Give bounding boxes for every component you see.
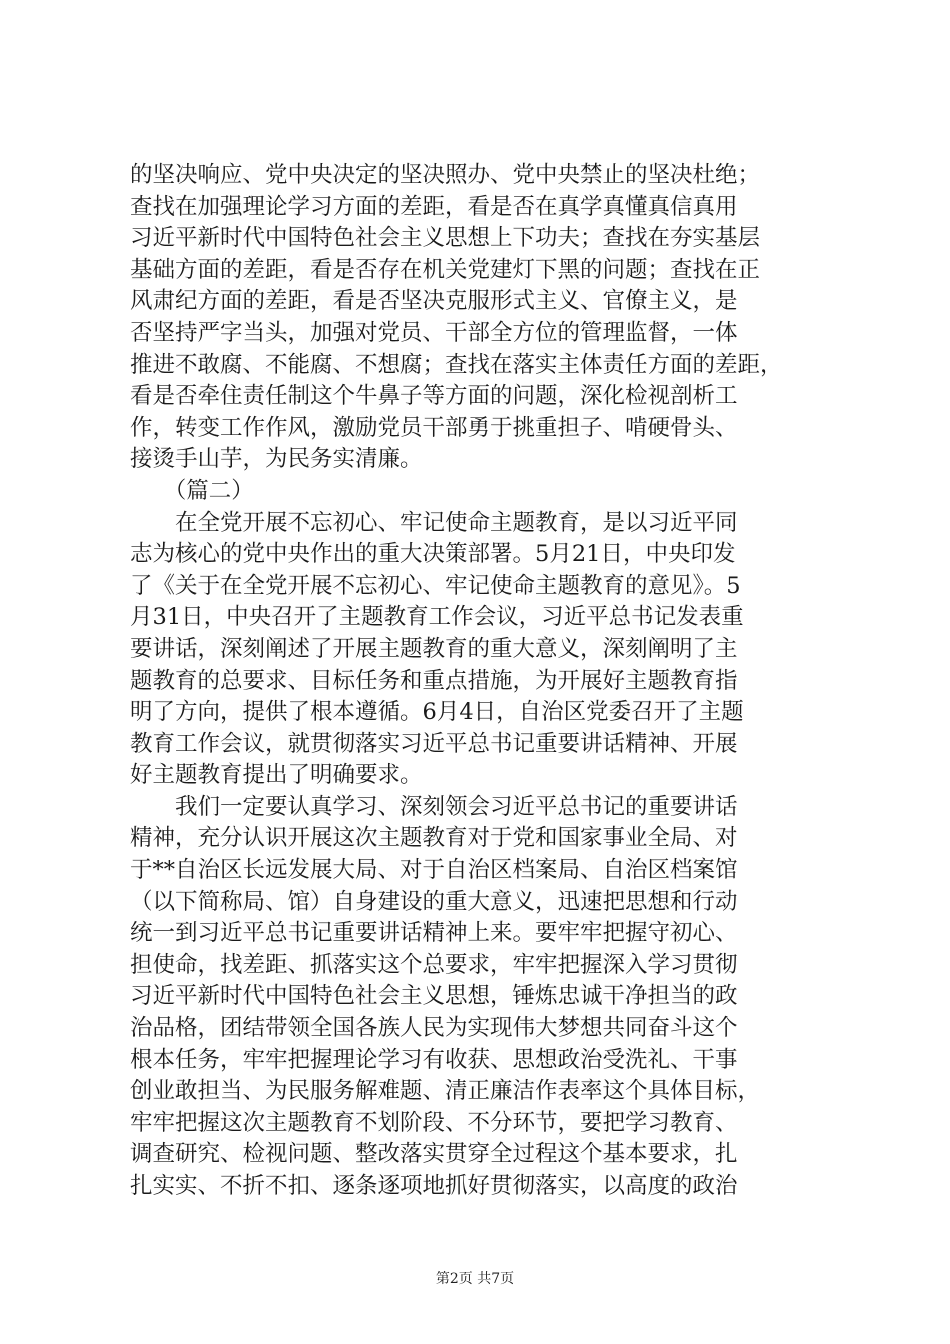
text-line: 的坚决响应、党中央决定的坚决照办、党中央禁止的坚决杜绝； bbox=[130, 162, 761, 188]
text-line: 要讲话，深刻阐述了开展主题教育的重大意义，深刻阐明了主 bbox=[130, 635, 738, 662]
text-line: （以下简称局、馆）自身建设的重大意义，迅速把思想和行动 bbox=[130, 888, 738, 915]
page-footer: 第2页 共7页 bbox=[435, 1271, 515, 1287]
text-line: 接烫手山芋，为民务实清廉。 bbox=[130, 446, 423, 473]
text-line: 作，转变工作作风，激励党员干部勇于挑重担子、啃硬骨头、 bbox=[130, 414, 738, 441]
text-line: 统一到习近平总书记重要讲话精神上来。要牢牢把握守初心、 bbox=[130, 920, 738, 947]
text-line: 牢牢把握这次主题教育不划阶段、不分环节，要把学习教育、 bbox=[130, 1109, 738, 1136]
text-line: 否坚持严字当头，加强对党员、干部全方位的管理监督，一体 bbox=[130, 319, 738, 346]
text-line: 推进不敢腐、不能腐、不想腐；查找在落实主体责任方面的差距， bbox=[130, 351, 783, 378]
text-line: 月31日，中央召开了主题教育工作会议，习近平总书记发表重 bbox=[130, 604, 744, 631]
text-line: 习近平新时代中国特色社会主义思想上下功夫；查找在夯实基层 bbox=[130, 225, 761, 252]
text-line: 明了方向，提供了根本遵循。6月4日，自治区党委召开了主题 bbox=[130, 699, 744, 726]
text-line: 志为核心的党中央作出的重大决策部署。5月21日，中央印发 bbox=[130, 541, 736, 568]
text-line: 题教育的总要求、目标任务和重点措施，为开展好主题教育指 bbox=[130, 667, 738, 694]
text-line: 教育工作会议，就贯彻落实习近平总书记重要讲话精神、开展 bbox=[130, 730, 738, 757]
text-line: 风肃纪方面的差距，看是否坚决克服形式主义、官僚主义，是 bbox=[130, 288, 738, 315]
text-line: 基础方面的差距，看是否存在机关党建灯下黑的问题；查找在正 bbox=[130, 256, 761, 283]
text-line: 看是否牵住责任制这个牛鼻子等方面的问题，深化检视剖析工 bbox=[130, 383, 738, 410]
text-line: 好主题教育提出了明确要求。 bbox=[130, 762, 423, 789]
text-line: 担使命，找差距、抓落实这个总要求，牢牢把握深入学习贯彻 bbox=[130, 951, 738, 978]
text-line: 于**自治区长远发展大局、对于自治区档案局、自治区档案馆 bbox=[130, 857, 738, 884]
text-line: 在全党开展不忘初心、牢记使命主题教育，是以习近平同 bbox=[130, 509, 738, 536]
document-body bbox=[130, 160, 825, 1203]
text-line: 根本任务，牢牢把握理论学习有收获、思想政治受洗礼、干事 bbox=[130, 1046, 738, 1073]
text-line: 习近平新时代中国特色社会主义思想，锤炼忠诚干净担当的政 bbox=[130, 983, 738, 1010]
text-line: 了《关于在全党开展不忘初心、牢记使命主题教育的意见》。5 bbox=[130, 572, 741, 599]
text-line: 我们一定要认真学习、深刻领会习近平总书记的重要讲话 bbox=[130, 793, 738, 820]
text-line: 调查研究、检视问题、整改落实贯穿全过程这个基本要求，扎 bbox=[130, 1141, 738, 1168]
text-line: 治品格，团结带领全国各族人民为实现伟大梦想共同奋斗这个 bbox=[130, 1015, 738, 1042]
text-line: 扎实实、不折不扣、逐条逐项地抓好贯彻落实，以高度的政治 bbox=[130, 1173, 738, 1199]
text-line: 精神，充分认识开展这次主题教育对于党和国家事业全局、对 bbox=[130, 825, 738, 852]
text-line: 查找在加强理论学习方面的差距，看是否在真学真懂真信真用 bbox=[130, 193, 738, 220]
text-line: 创业敢担当、为民服务解难题、清正廉洁作表率这个具体目标， bbox=[130, 1078, 761, 1105]
text-line: （篇二） bbox=[130, 477, 254, 504]
